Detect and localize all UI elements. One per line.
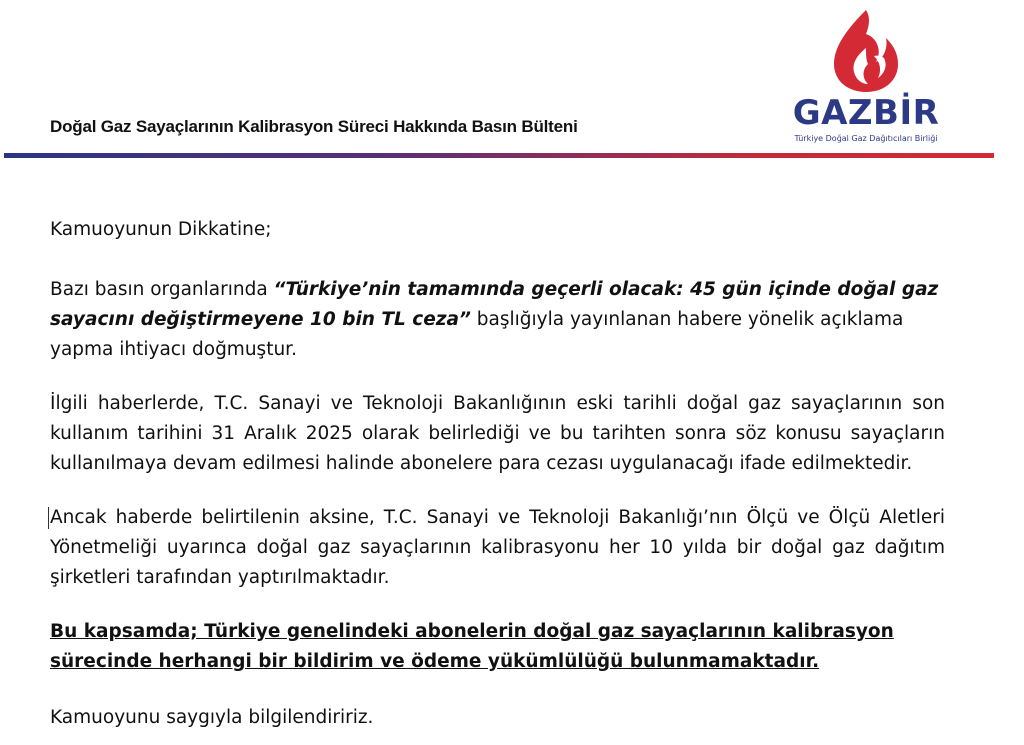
logo-wordmark: GAZBİR	[792, 93, 940, 133]
paragraph-3-wrap	[50, 503, 945, 593]
text-cursor	[48, 507, 49, 529]
page-title: Doğal Gaz Sayaçlarının Kalibrasyon Süreci Hakkında Basın Bülteni	[50, 117, 578, 136]
news-headline-quote: “Türkiye’nin tamamında geçerli olacak: 45 gün içinde doğal gaz sayacını değiştirmeyene 10 bin TL ceza”	[50, 279, 939, 330]
logo-subtitle: Türkiye Doğal Gaz Dağıtıcıları Birliği	[794, 134, 938, 143]
paragraph-1	[50, 275, 945, 365]
paragraph-1-rest: başlığıyla yayınlanan habere yönelik açıklama yapma ihtiyacı doğmuştur.	[50, 309, 904, 360]
key-statement: Bu kapsamda; Türkiye genelindeki abonelerin doğal gaz sayaçlarının kalibrasyon sürecinde herhangi bir bildirim ve ödeme yükümlülüğü bulunmamaktadır.	[50, 621, 894, 672]
salutation: Kamuoyunun Dikkatine;	[50, 219, 272, 240]
paragraph-3: Ancak haberde belirtilenin aksine, T.C. Sanayi ve Teknoloji Bakanlığı’nın Ölçü ve Ölçü Aletleri Yönetmeliği uyarınca doğal gaz sayaçlarının kalibrasyonu her 10 yılda bir doğal gaz dağıtım şirketleri tarafından yaptırılmaktadır.	[50, 507, 945, 588]
gazbir-logo	[786, 8, 946, 148]
closing: Kamuoyunu saygıyla bilgilendiririz.	[50, 707, 374, 728]
header-divider	[4, 153, 994, 158]
paragraph-2: İlgili haberlerde, T.C. Sanayi ve Teknoloji Bakanlığının eski tarihli doğal gaz sayaçlarının son kullanım tarihini 31 Aralık 2025 olarak belirlediği ve bu tarihten sonra söz konusu sayaçların kullanılmaya devam edilmesi halinde abonelere para cezası uygulanacağı ifade edilmektedir.	[50, 393, 945, 474]
paragraph-1-intro: Bazı basın organlarında	[50, 279, 274, 300]
flame-icon	[826, 8, 906, 94]
